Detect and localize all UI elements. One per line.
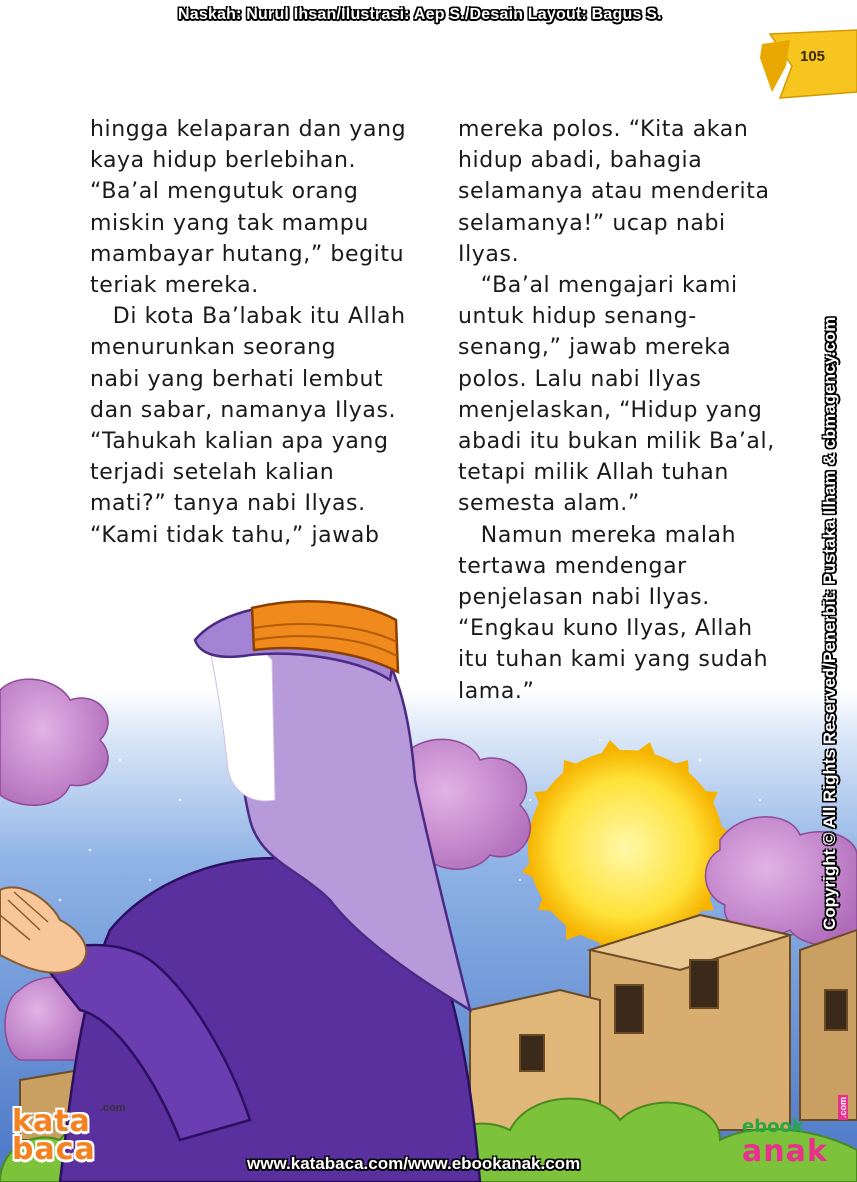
story-column-left xyxy=(90,114,406,551)
ebookanak-logo-suffix: .com xyxy=(838,1096,848,1118)
story-column-right xyxy=(458,114,775,707)
story-line: “Kami tidak tahu,” jawab xyxy=(90,522,380,548)
story-line: Ilyas. xyxy=(458,241,520,267)
story-line: “Engkau kuno Ilyas, Allah xyxy=(458,616,753,642)
katabaca-logo-line1: kata xyxy=(12,1104,91,1139)
footer-url[interactable]: www.katabaca.com/www.ebookanak.com xyxy=(247,1154,581,1173)
story-line: selamanya atau menderita xyxy=(458,179,770,205)
story-line: “Tahukah kalian apa yang xyxy=(90,429,389,455)
page-number: 105 xyxy=(800,48,826,65)
story-line: tetapi milik Allah tuhan xyxy=(458,460,729,486)
story-line: penjelasan nabi Ilyas. xyxy=(458,585,710,611)
story-line: Di kota Ba’labak itu Allah xyxy=(90,304,406,330)
story-line: menjelaskan, “Hidup yang xyxy=(458,397,763,423)
story-line: semesta alam.” xyxy=(458,491,640,517)
story-line: senang,” jawab mereka xyxy=(458,335,732,361)
credits-line: Naskah: Nurul Ihsan/Ilustrasi: Aep S./Desain Layout: Bagus S. xyxy=(178,6,662,23)
story-line: itu tuhan kami yang sudah xyxy=(458,647,769,673)
story-line: abadi itu bukan milik Ba’al, xyxy=(458,429,775,455)
story-line: menurunkan seorang xyxy=(90,335,337,361)
story-line: tertawa mendengar xyxy=(458,553,687,579)
story-line: kaya hidup berlebihan. xyxy=(90,148,357,174)
story-line: selamanya!” ucap nabi xyxy=(458,210,726,236)
ebookanak-logo[interactable] xyxy=(742,1096,852,1176)
story-line: mati?” tanya nabi Ilyas. xyxy=(90,491,366,517)
story-line: “Ba’al mengajari kami xyxy=(458,273,738,299)
story-line: “Ba’al mengutuk orang xyxy=(90,179,359,205)
story-line: untuk hidup senang- xyxy=(458,304,697,330)
story-line: lama.” xyxy=(458,678,535,704)
story-line: Namun mereka malah xyxy=(458,522,737,548)
story-line: mambayar hutang,” begitu xyxy=(90,241,405,267)
story-line: teriak mereka. xyxy=(90,273,259,299)
katabaca-logo-suffix: .com xyxy=(100,1102,126,1114)
story-line: hidup abadi, bahagia xyxy=(458,148,703,174)
katabaca-logo[interactable] xyxy=(12,1102,126,1174)
ebookanak-logo-line2: anak xyxy=(742,1134,828,1169)
ebookanak-logo-line1: ebook xyxy=(742,1116,804,1137)
story-line: mereka polos. “Kita akan xyxy=(458,117,749,142)
copyright-notice: Copyright © All Rights Reserved/Penerbit: Pustaka Ilham & cbmagency.com xyxy=(820,316,839,930)
story-line: polos. Lalu nabi Ilyas xyxy=(458,366,702,392)
story-line: dan sabar, namanya Ilyas. xyxy=(90,397,397,423)
story-line: hingga kelaparan dan yang xyxy=(90,117,407,142)
story-line: miskin yang tak mampu xyxy=(90,210,369,236)
story-line: terjadi setelah kalian xyxy=(90,460,335,486)
story-line: nabi yang berhati lembut xyxy=(90,366,384,392)
katabaca-logo-line2: baca xyxy=(12,1132,96,1167)
